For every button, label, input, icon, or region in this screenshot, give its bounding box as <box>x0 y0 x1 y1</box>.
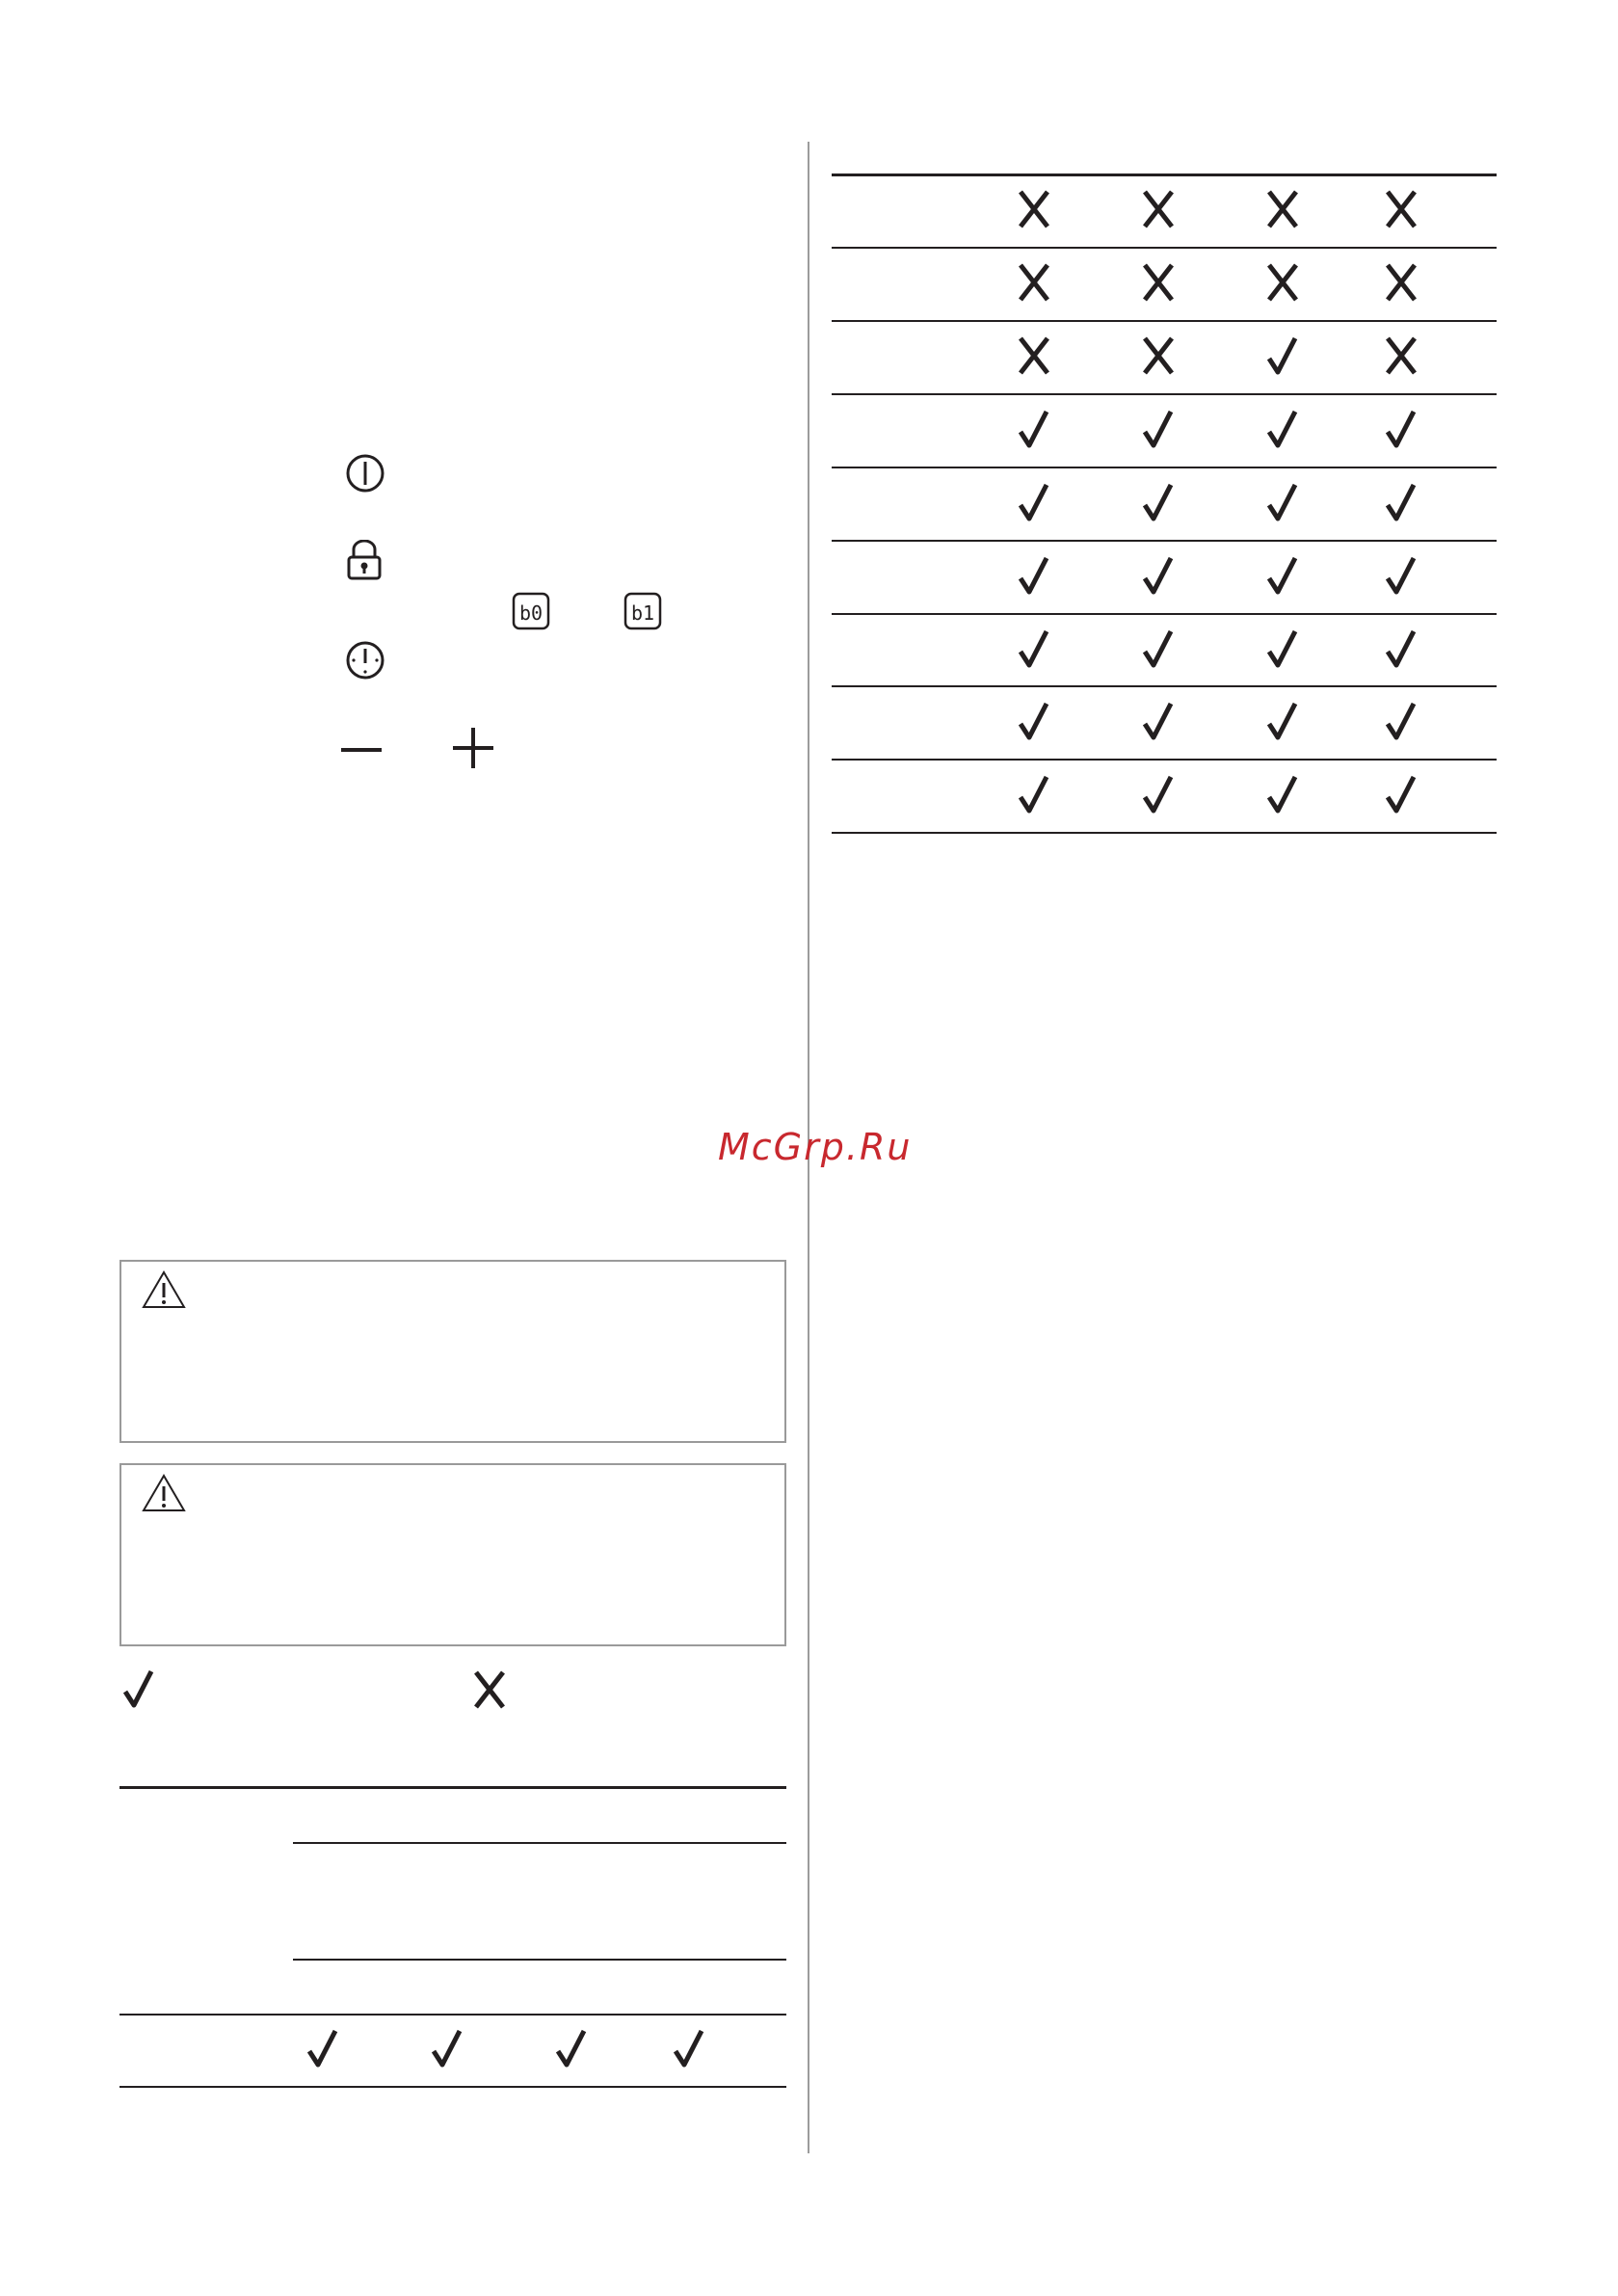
cross-icon <box>1141 188 1176 230</box>
power-icon <box>345 453 385 494</box>
check-icon <box>1265 408 1300 450</box>
check-icon <box>1265 773 1300 815</box>
warning-box-1 <box>119 1260 786 1443</box>
right-table-rule <box>832 393 1497 395</box>
svg-text:b1: b1 <box>630 601 655 625</box>
display-b0-icon <box>512 592 550 630</box>
check-icon <box>1017 627 1051 670</box>
right-table-rule <box>832 759 1497 761</box>
cross-icon <box>1265 188 1300 230</box>
check-icon <box>1141 627 1176 670</box>
check-icon <box>1017 554 1051 597</box>
minus-icon <box>341 746 382 754</box>
check-icon <box>1265 481 1300 523</box>
watermark: McGrp.Ru <box>718 1126 913 1168</box>
check-icon <box>1265 700 1300 742</box>
left-table-rule <box>119 1786 786 1789</box>
cross-icon <box>1017 261 1051 304</box>
check-icon <box>1017 481 1051 523</box>
cross-icon <box>1141 334 1176 377</box>
cross-icon <box>1265 261 1300 304</box>
check-icon <box>672 2027 706 2069</box>
check-icon <box>1017 700 1051 742</box>
right-table-rule <box>832 613 1497 615</box>
right-table-rule <box>832 540 1497 542</box>
left-table-rule <box>119 2086 786 2088</box>
warning-triangle-icon <box>142 1474 186 1512</box>
check-icon <box>1265 554 1300 597</box>
right-table-rule <box>832 247 1497 249</box>
left-table-rule <box>293 1959 786 1961</box>
check-icon <box>305 2027 340 2069</box>
right-table-rule <box>832 467 1497 468</box>
check-icon <box>1141 700 1176 742</box>
check-icon <box>1265 334 1300 377</box>
check-icon <box>1384 408 1419 450</box>
cross-icon <box>1384 188 1419 230</box>
check-icon <box>554 2027 589 2069</box>
right-table-rule <box>832 174 1497 176</box>
timer-icon <box>345 640 385 681</box>
lock-icon <box>345 540 384 580</box>
left-table-rule <box>293 1842 786 1844</box>
right-table-rule <box>832 832 1497 834</box>
check-icon <box>1141 481 1176 523</box>
svg-text:b0: b0 <box>518 601 544 625</box>
right-table-rule <box>832 685 1497 687</box>
check-icon <box>1141 408 1176 450</box>
right-table-rule <box>832 320 1497 322</box>
legend-cross-icon <box>472 1669 507 1711</box>
legend-check-icon <box>121 1668 156 1710</box>
check-icon <box>1384 627 1419 670</box>
check-icon <box>1017 773 1051 815</box>
check-icon <box>430 2027 464 2069</box>
check-icon <box>1384 554 1419 597</box>
left-table-rule <box>119 2014 786 2016</box>
warning-box-2 <box>119 1463 786 1646</box>
check-icon <box>1384 773 1419 815</box>
check-icon <box>1017 408 1051 450</box>
display-b1-icon <box>623 592 662 630</box>
cross-icon <box>1017 188 1051 230</box>
plus-icon <box>453 728 493 768</box>
check-icon <box>1265 627 1300 670</box>
check-icon <box>1141 773 1176 815</box>
warning-triangle-icon <box>142 1270 186 1309</box>
check-icon <box>1141 554 1176 597</box>
cross-icon <box>1141 261 1176 304</box>
cross-icon <box>1017 334 1051 377</box>
cross-icon <box>1384 261 1419 304</box>
check-icon <box>1384 700 1419 742</box>
cross-icon <box>1384 334 1419 377</box>
check-icon <box>1384 481 1419 523</box>
